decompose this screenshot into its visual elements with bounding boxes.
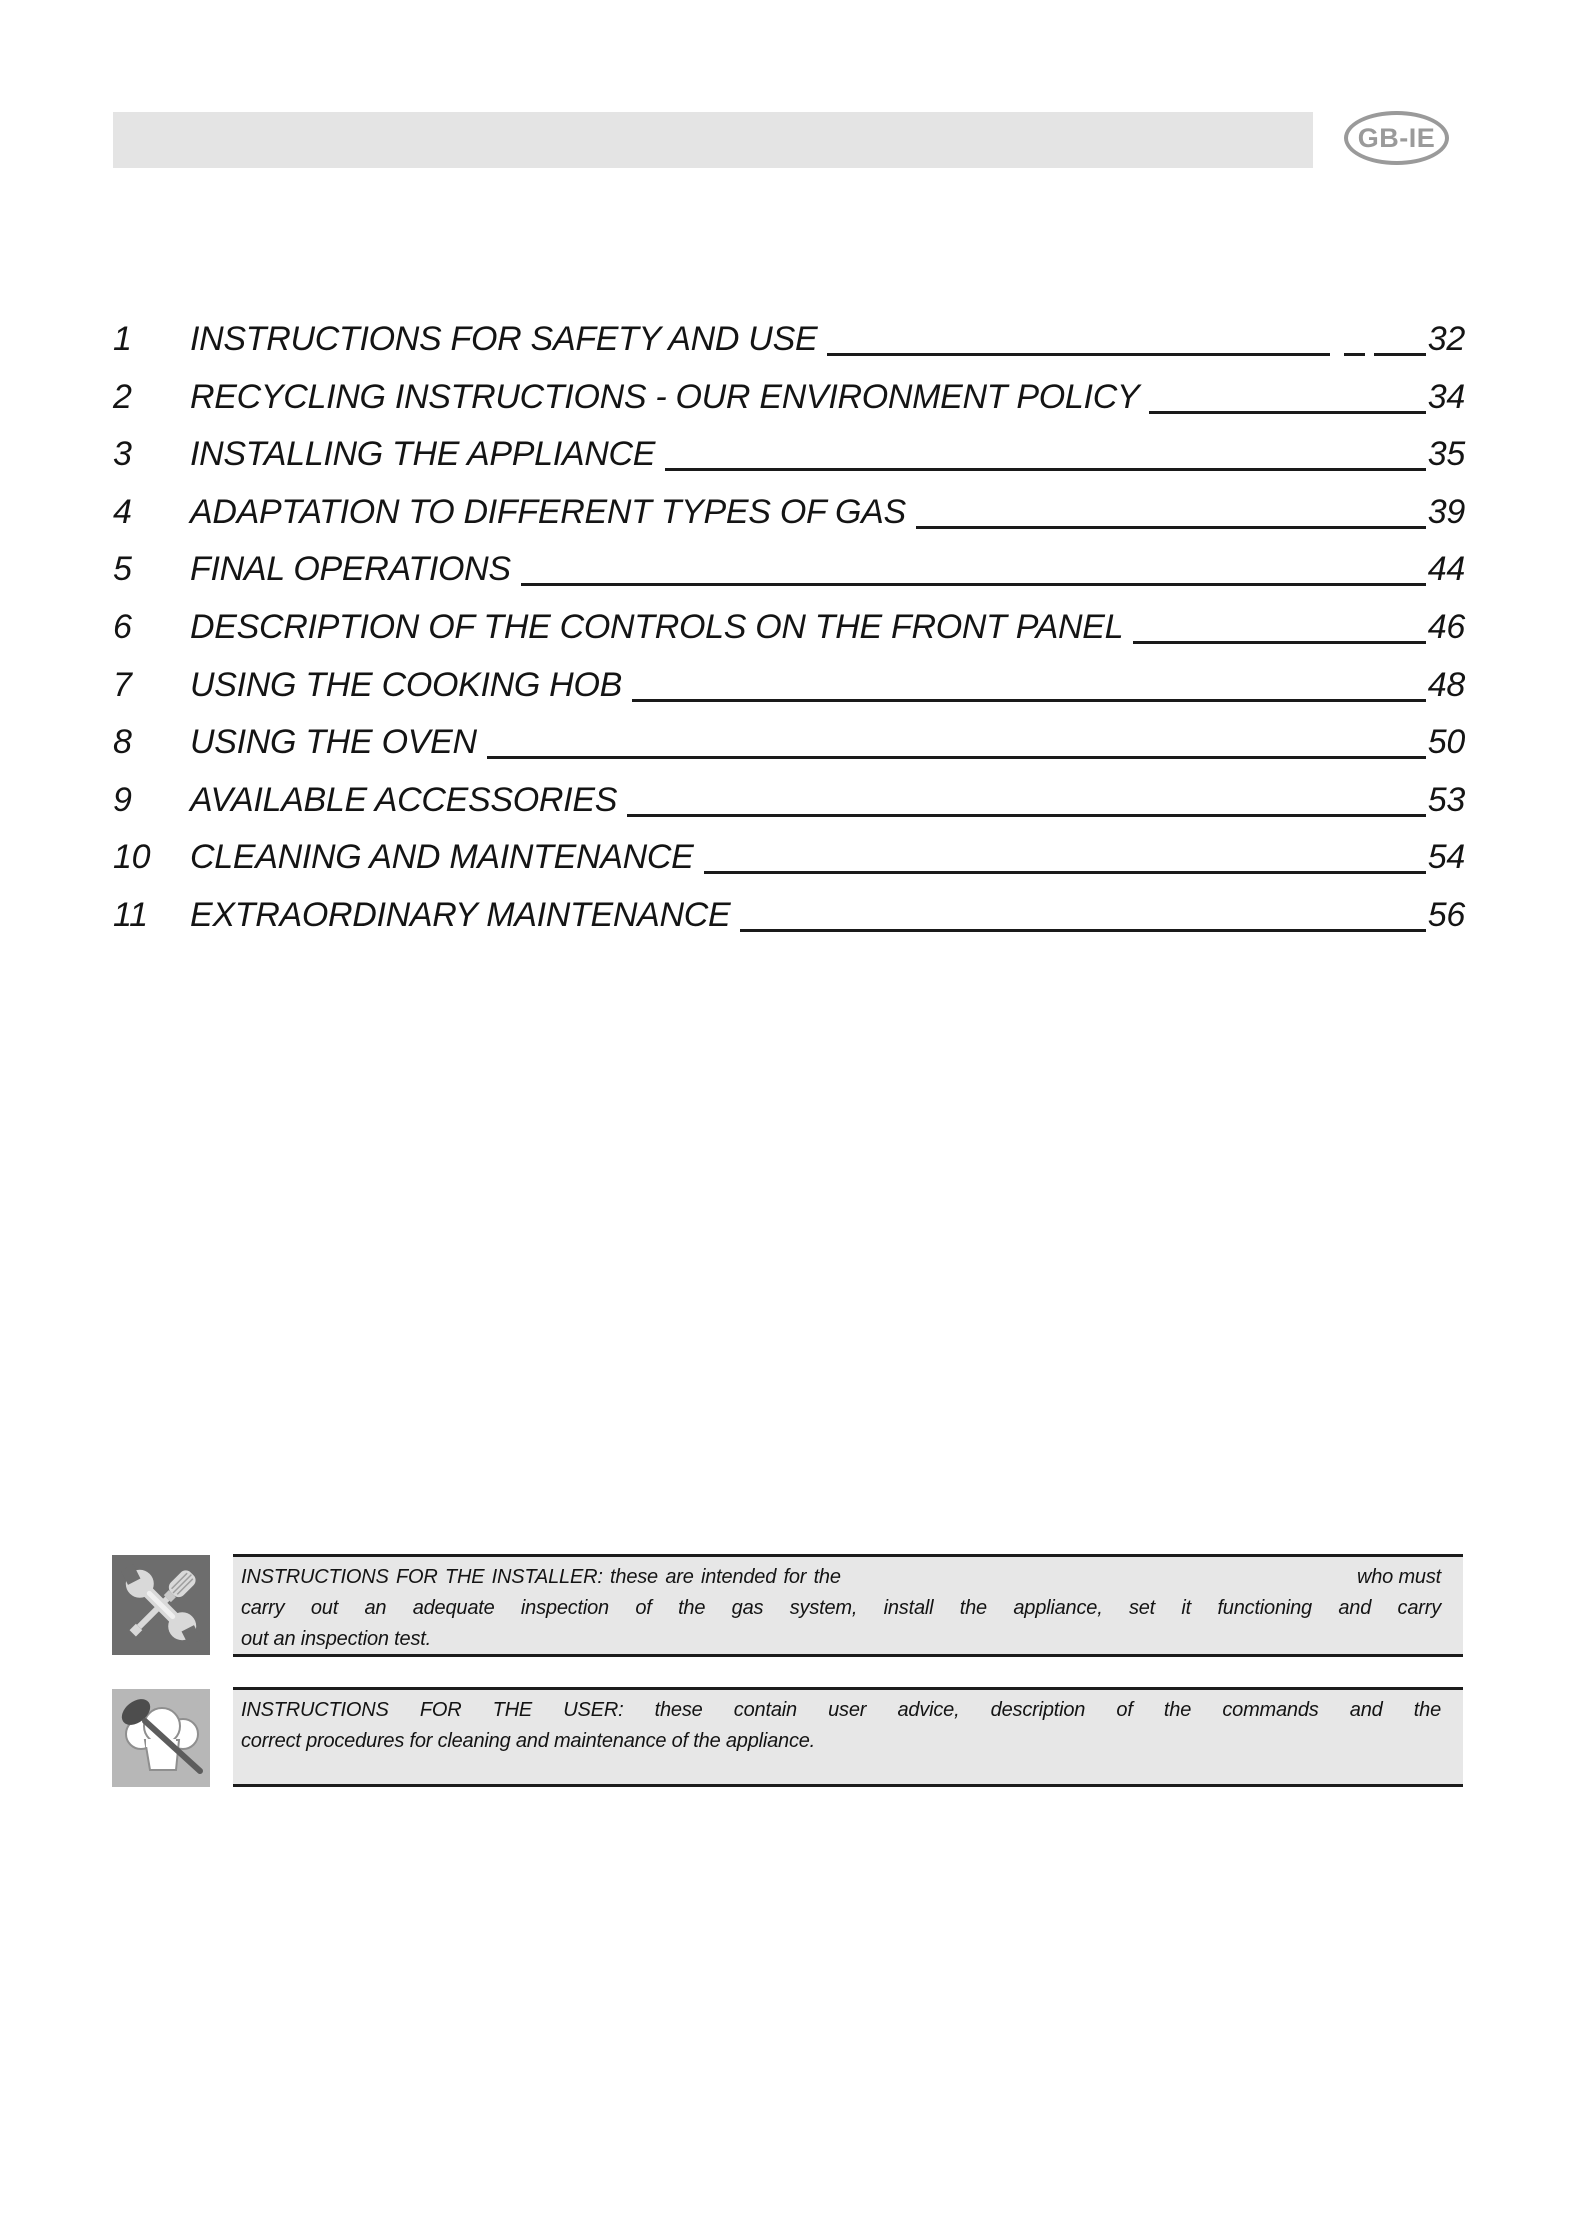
toc-leader-line — [827, 353, 1329, 356]
installer-note-line1-left: INSTRUCTIONS FOR THE INSTALLER: these are intended for the — [241, 1566, 841, 1588]
toc-page-number: 44 — [1427, 550, 1465, 589]
installer-note-line1-right: who must — [1357, 1566, 1441, 1588]
toc-leader-line — [1149, 411, 1425, 414]
toc-page-number: 56 — [1427, 895, 1465, 934]
toc-row — [113, 378, 1465, 436]
toc-row — [113, 608, 1465, 666]
toc-leader-line — [487, 756, 1426, 759]
toc-entry-title: AVAILABLE ACCESSORIES — [190, 780, 618, 819]
header-bar — [113, 112, 1313, 168]
toc-page-number: 32 — [1427, 320, 1465, 358]
toc-leader-line — [740, 929, 1425, 932]
toc-row — [113, 550, 1465, 608]
toc-row — [113, 838, 1465, 896]
toc-entry-title: INSTALLING THE APPLIANCE — [190, 435, 656, 474]
toc-leader-line — [704, 871, 1426, 874]
chef-hat-spoon-icon — [112, 1688, 210, 1788]
toc-row — [113, 666, 1465, 724]
toc-row — [113, 723, 1465, 781]
toc-entry-number: 5 — [113, 550, 132, 589]
toc-entry-number: 9 — [113, 780, 132, 819]
toc-page-number: 48 — [1427, 665, 1465, 704]
user-note-text — [233, 1687, 1463, 1787]
toc-page-number: 53 — [1427, 780, 1465, 819]
region-label: GB-IE — [1357, 122, 1436, 153]
toc-entry-number: 10 — [113, 838, 151, 877]
toc-entry-number: 1 — [113, 320, 132, 358]
toc-page-number: 46 — [1427, 607, 1465, 646]
table-of-contents — [113, 320, 1465, 954]
toc-entry-number: 8 — [113, 723, 132, 762]
toc-entry-number: 7 — [113, 665, 132, 704]
toc-row — [113, 320, 1465, 378]
toc-entry-title: FINAL OPERATIONS — [190, 550, 511, 589]
toc-entry-number: 4 — [113, 492, 132, 531]
toc-leader-line — [627, 814, 1426, 817]
installer-note-line1 — [241, 1562, 1441, 1593]
user-note-line2: correct procedures for cleaning and maintenance of the appliance. — [241, 1730, 816, 1752]
blank-gap — [841, 1562, 1357, 1593]
installer-note-line3: out an inspection test. — [241, 1628, 431, 1650]
installer-note — [112, 1554, 1463, 1657]
toc-entry-title: ADAPTATION TO DIFFERENT TYPES OF GAS — [190, 492, 906, 531]
toc-entry-number: 2 — [113, 377, 132, 416]
user-note — [112, 1687, 1463, 1788]
crossed-wrench-screwdriver-icon — [112, 1555, 210, 1655]
toc-row — [113, 896, 1465, 954]
toc-page-number: 50 — [1427, 723, 1465, 762]
toc-leader-line — [521, 583, 1426, 586]
user-note-line1: INSTRUCTIONS FOR THE USER: these contain user advice, description of the commands and the — [241, 1699, 1441, 1721]
toc-page-number: 54 — [1427, 838, 1465, 877]
toc-entry-number: 3 — [113, 435, 132, 474]
installer-note-line2: carry out an adequate inspection of the gas system, install the appliance, set it functioning and carry — [241, 1597, 1441, 1619]
region-badge — [1344, 111, 1449, 165]
toc-entry-title: CLEANING AND MAINTENANCE — [190, 838, 694, 877]
toc-row — [113, 781, 1465, 839]
notes-section — [112, 1554, 1463, 1788]
toc-entry-title: USING THE OVEN — [190, 723, 477, 762]
toc-entry-title: INSTRUCTIONS FOR SAFETY AND USE — [190, 320, 818, 358]
toc-leader-segment — [1344, 353, 1365, 356]
toc-row — [113, 493, 1465, 551]
installer-note-text — [233, 1554, 1463, 1657]
toc-entry-number: 11 — [113, 895, 148, 934]
toc-leader-segment — [1374, 353, 1426, 356]
toc-entry-title: DESCRIPTION OF THE CONTROLS ON THE FRONT PANEL — [190, 607, 1124, 646]
toc-page-number: 34 — [1427, 377, 1465, 416]
toc-page-number: 39 — [1427, 492, 1465, 531]
toc-page-number: 35 — [1427, 435, 1465, 474]
toc-entry-title: USING THE COOKING HOB — [190, 665, 622, 704]
toc-entry-number: 6 — [113, 607, 132, 646]
toc-leader-line — [916, 526, 1426, 529]
toc-row — [113, 435, 1465, 493]
toc-leader-line — [632, 699, 1426, 702]
toc-leader-line — [665, 468, 1426, 471]
toc-entry-title: RECYCLING INSTRUCTIONS - OUR ENVIRONMENT POLICY — [190, 377, 1140, 416]
toc-leader-line — [1133, 641, 1426, 644]
toc-entry-title: EXTRAORDINARY MAINTENANCE — [190, 895, 731, 934]
